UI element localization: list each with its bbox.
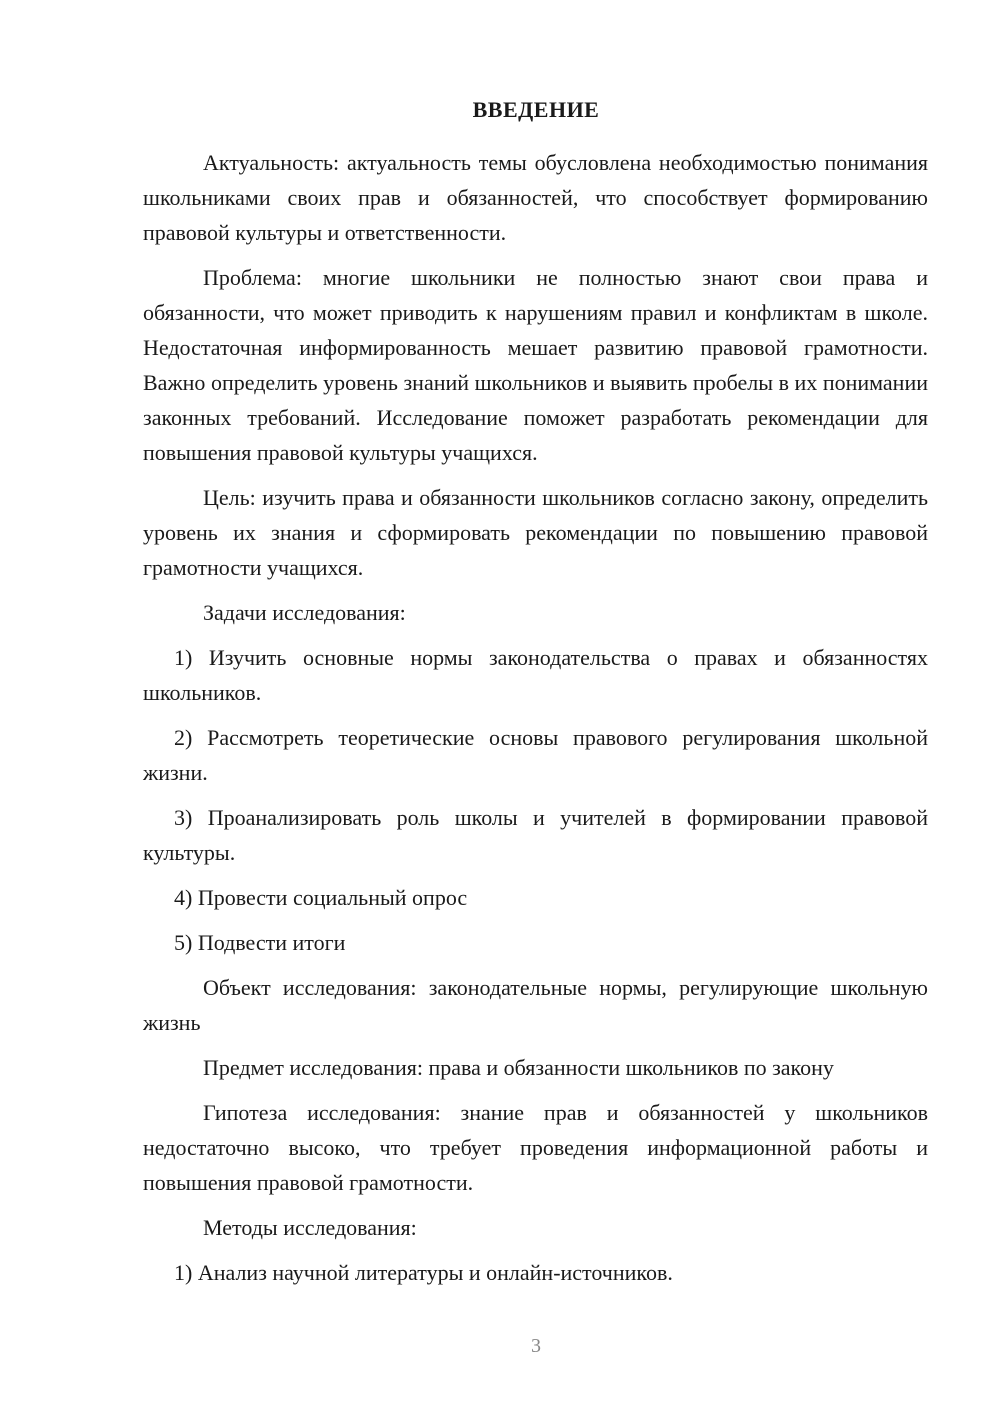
body-text [143, 145, 928, 1300]
paragraph-methods-heading: Методы исследования: [203, 1215, 417, 1240]
paragraph-problem: Проблема: многие школьники не полностью знают свои права и обязанности, что может приводить к нарушениям правил и конфликтам в школе. Недостаточная информированность мешает развитию правовой грамотности. Важно определить уровень знаний школьников и выявить пробелы в их понимании законных требований. Исследование поможет разработать рекомендации для повышения правовой культуры учащихся. [143, 265, 928, 465]
list-item-task-3: 3) Проанализировать роль школы и учителей в формировании правовой культуры. [143, 805, 928, 865]
paragraph-goal: Цель: изучить права и обязанности школьников согласно закону, определить уровень их знания и сформировать рекомендации по повышению правовой грамотности учащихся. [143, 485, 928, 580]
paragraph-object: Объект исследования: законодательные нормы, регулирующие школьную жизнь [143, 975, 928, 1035]
page-number: 3 [531, 1335, 541, 1357]
paragraph-subject: Предмет исследования: права и обязанности школьников по закону [203, 1055, 834, 1080]
list-item-method-1: 1) Анализ научной литературы и онлайн-источников. [174, 1260, 673, 1285]
list-item-task-1: 1) Изучить основные нормы законодательства о правах и обязанностях школьников. [143, 645, 928, 705]
paragraph-relevance: Актуальность: актуальность темы обусловлена необходимостью понимания школьниками своих прав и обязанностей, что способствует формированию правовой культуры и ответственности. [143, 150, 928, 245]
paragraph-hypothesis: Гипотеза исследования: знание прав и обязанностей у школьников недостаточно высоко, что требует проведения информационной работы и повышения правовой грамотности. [143, 1100, 928, 1195]
section-heading: ВВЕДЕНИЕ [472, 97, 600, 122]
list-item-task-4: 4) Провести социальный опрос [174, 885, 468, 910]
paragraph-tasks-heading: Задачи исследования: [203, 600, 406, 625]
list-item-task-5: 5) Подвести итоги [174, 930, 346, 955]
list-item-task-2: 2) Рассмотреть теоретические основы правового регулирования школьной жизни. [143, 725, 928, 785]
